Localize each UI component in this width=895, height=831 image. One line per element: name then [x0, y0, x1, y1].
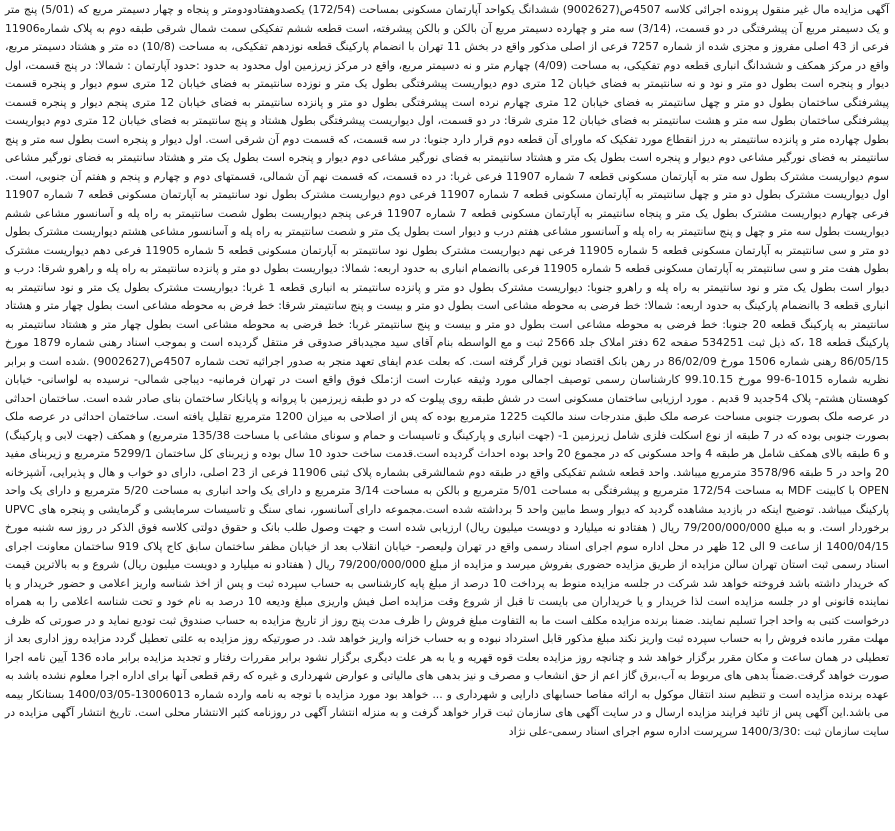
auction-notice-text: آگهی مزایده مال غیر منقول پرونده اجرائی کلاسه 4507ص(9002627) ششدانگ یکواحد آپارتمان مسکونی بمساحت (172/54) یکصدوهفتادودومتر و پنجاه و چهار دسیمتر مربع که (5/01) پنج متر و یک دسیمتر مربع آن پیشرفتگی در دو قسمت، (3/14) سه متر و چهارده دسیمتر مربع آن بالکن و بالکن پیشرفته، است قطعه ششم تفکیکی سمت شمال شرقی طبقه دوم به پلاک شماره11906 فرعی از 43 اصلی مفروز و مجزی شده از شماره 7257 فرعی از اصلی مذکور واقع در بخش 11 تهران با انضمام پارکینگ قطعه نوزدهم تفکیکی، به مساحت (10/8) ده متر و هشتاد دسیمتر مربع، واقع در مرکز همکف و ششدانگ انباری قطعه دوم تفکیکی، به مساحت (4/09) چهارم متر و نه دسیمتر مربع، واقع در مرکز زیرزمین اول محدود به حدود :حدود آپارتمان : شمالا: در پنج قسمت، اول دیوار و پنجره است بطول دو متر و نود و نه سانتیمتر به فضای خیابان 12 متری دوم دیواریست پیشرفتگی بطول یک متر و نوزده سانتیمتر به فضای خیابان 12 متری سوم دیوار و پنجره قسمت پیشرفتگی ساختمان بطول دو متر و چهل سانتیمتر به فضای خیابان 12 متری چهارم نرده است پیشرفتگی بطول دو متر و پانزده سانتیمتر به فضای خیابان 12 متری پنجم دیوار و پنجره قسمت پیشرفتگی ساختمان بطول سه متر و هشت سانتیمتر به فضای خیابان 12 متری شرقا: در دو قسمت، اول دیواریست پیشرفتگی بطول هشتاد و پنج سانتیمتر به فضای خیابان 12 متری دوم دیواریست بطول چهارده متر و پانزده سانتیمتر به درز انقطاع مورد تفکیک که ماورای آن قطعه دوم قرار دارد جنوبا: در سه قسمت، که قسمت دوم آن شرقی است. اول دیوار و پنجره است بطول سه متر و پنج سانتیمتر به فضای نورگیر مشاعی دوم دیوار و پنجره است بطول یک متر و هشتاد سانتیمتر به فضای نورگیر مشاعی دوم دیوار و پنجره است بطول یک متر و هشتاد سانتیمتر به فضای نورگیر مشاعی سوم دیواریست مشترک بطول سه متر به آپارتمان مسکونی قطعه 7 شماره 11907 فرعی غربا: در ده قسمت، که قسمت نهم آن شمالی، قسمتهای دوم و چهارم و پنجم و هفتم آن جنوبی، است. اول دیواریست مشترک بطول دو متر و چهل سانتیمتر به آپارتمان مسکونی قطعه 7 شماره 11907 فرعی دوم دیواریست مشترک بطول نود سانتیمتر به آپارتمان مسکونی قطعه 7 شماره 11907 فرعی چهارم دیواریست مشترک بطول یک متر و پنجاه سانتیمتر به آپارتمان مسکونی قطعه 7 شماره 11907 فرعی پنجم دیواریست بطول شصت سانتیمتر به راه پله و آسانسور مشاعی ششم دیواریست بطول سه متر و چهل و پنج سانتیمتر به راه پله و آسانسور مشاعی هفتم درب و دیوار است بطول یک متر و شصت سانتیمتر به راه پله و آسانسور مشاعی هشتم دیواریست مشترک بطول دو متر و سی سانتیمتر به آپارتمان مسکونی قطعه 5 شماره 11905 فرعی نهم دیواریست مشترک بطول نود سانتیمتر به آپارتمان مسکونی قطعه 5 شماره 11905 فرعی دهم دیواریست مشترک بطول هفت متر و سی سانتیمتر به آپارتمان مسکونی قطعه 5 شماره 11905 فرعی باانضمام انباری به حدود اربعه: شمالا: دیواریست بطول دو متر و پانزده سانتیمتر به راه پله و راهرو شرقا: درب و دیوار است بطول یک متر و نود سانتیمتر به راه پله و راهرو جنوبا: دیواریست مشترک بطول دو متر و پانزده سانتیمتر به انباری قطعه 1 غربا: دیواریست مشترک بطول یک متر و نود سانتیمتر به انباری قطعه 3 باانضمام پارکینگ به حدود اربعه: شمالا: خط فرضی به محوطه مشاعی است بطول دو متر و بیست و پنج سانتیمتر شرقا: خط فرض به محوطه مشاعی است بطول چهار متر و هشتاد سانتیمتر به پارکینگ قطعه 20 جنوبا: خط فرضی به محوطه مشاعی است بطول دو متر و بیست و پنج سانتیمتر غربا: خط فرضی به محوطه مشاعی است بطول چهار متر و هشتاد سانتیمتر به پارکینگ قطعه 18 ،که ذیل ثبت 534251 صفحه 62 دفتر املاک جلد 2566 ثبت و مع الواسطه بنام آقای سید مجیدباقر صدوقی فر منتقل گردیده است و بموجب اسناد رهنی شماره 1879 مورخ 86/05/15 رهنی شماره 1506 مورخ 86/02/09 در رهن بانک اقتصاد نوین قرار گرفته است. که بعلت عدم ایفای تعهد منجر به صدور اجرائیه تحت شماره 4507ص(9002627) .شده است و برابر نظریه شماره 1015-6-99 مورخ 99.10.15 کارشناسان رسمی توصیف اجمالی مورد وثیقه عبارت است از:ملک فوق واقع است در تهران فرمانیه- دیباجی شمالی- نرسیده به لواسانی- خیابان کوهستان هشتم- پلاک 54جدید 9 قدیم . مورد ارزیابی ساختمان مسکونی است در شش طبقه روی پیلوت که در دو طبقه زیرزمین با پروانه و پایانکار ساختمان بنای صادر شده است. ساختمان احداثی در عرصه ملک بصورت جنوبی مساحت عرصه ملک طبق مندرجات سند مالکیت 1225 مترمربع بوده که پس از اصلاحی به میزان 1200 مترمربع تقلیل یافته است. ساختمان احداثی در عرصه ملک بصورت جنوبی بوده که در 7 طبقه از نوع اسکلت فلزی شامل زیرزمین 1- (جهت انباری و پارکینگ و تاسیسات و حمام و سونای مشاعی با مساحت 135/38 مترمربع) و همکف (جهت لابی و پارکینگ) و 6 طبقه بالای همکف شامل هر طبقه 4 واحد مسکونی که در مجموع 20 واحد بوده احداث گردیده است.قدمت ساخت حدود 10 سال بوده و زیربنای کل ساختمان 5299/1 مترمربع و زیربنای مفید 20 واحد در 5 طبقه 3578/96 مترمربع میباشد. واحد قطعه ششم تفکیکی واقع در طبقه دوم شمالشرقی بشماره پلاک ثبتی 11906 فرعی از 23 اصلی، دارای دو خواب و هال و پذیرایی، آشپزخانه OPEN با کابینت MDF به مساحت 172/54 مترمربع و پیشرفتگی به مساحت 5/01 مترمربع و بالکن به مساحت 3/14 مترمربع و دارای یک واحد انباری به مساحت 5/20 مترمربع و دارای یک واحد پارکینگ میباشد. توضیح اینکه در بازدید مشاهده گردید که دیوار وسط مابین واحد 5 برداشته شده است.مجموعه دارای آسانسور، نمای سنگ و تاسیسات سرمایشی و گرمایشی و پنجره های UPVC برخوردار است. و به مبلغ 79/200/000/000 ریال ( هفتادو نه میلیارد و دویست میلیون ریال) ارزیابی شده است و جهت وصول طلب بانک و حقوق دولتی کلاسه فوق الذکر در روز سه شنبه مورخ 1400/04/15 از ساعت 9 الی 12 ظهر در محل اداره سوم اجرای اسناد رسمی واقع در تهران ولیعصر- خیابان انقلاب بعد از خیابان مظفر ساختمان سابق کاج پلاک 919 ساختمان معاونت اجرای اسناد رسمی ثبت استان تهران سالن مزایده از طریق مزایده حضوری بفروش میرسد و مزایده از مبلغ 79/200/000/000 ریال ( هفتادو نه میلیارد و دویست میلیون ریال) شروع و به بالاترین قیمت که خریدار داشته باشد فروخته خواهد شد شرکت در جلسه مزایده منوط به پرداخت 10 درصد از مبلغ پایه کارشناسی به حساب سپرده ثبت و پس از اخذ شناسه واریز اعلامی و حضور خریدار و یا نماینده قانونی او در جلسه مزایده است لذا خریدار و یا خریداران می بایست تا قبل از شروع وقت مزایده اصل فیش واریزی مبلغ ودیعه 10 درصد به نام خود و تحت شناسه اعلامی را به همراه درخواست کتبی به واحد اجرا تسلیم نمایند. ضمنا برنده مزایده مکلف است ما به التفاوت مبلغ فروش را ظرف مدت پنج روز از تاریخ مزایده به حساب صندوق ثبت تودیع نماید و در صورتی که ظرف مهلت مقرر مانده فروش را به حساب سپرده ثبت واریز نکند مبلغ مذکور قابل استرداد نبوده و به حساب خزانه واریز خواهد شد. در صورتیکه روز مزایده به علتی تعطیل گردد مزایده روز اداری بعد از تعطیلی در همان ساعت و مکان مقرر برگزار خواهد شد و چنانچه روز مزایده بعلت قوه قهریه و یا به هر علت دیگری برگزار نشود برابر مقررات رفتار و تجدید مزایده برابر ماده 136 آیین نامه اجرا صورت خواهد گرفت.ضمناً بدهی های مربوط به آب،برق گاز اعم از حق انشعاب و مصرف و نیز بدهی های مالیاتی و عوارض شهرداری و غیره که رقم قطعی آنها برای اداره اجرا معلوم نشده باشد به عهده برنده مزایده است و تنظیم سند انتقال موکول به ارائه مفاصا حسابهای دارایی و شهرداری و ... خواهد بود مورد مزایده با توجه به نامه وارده شماره 13006013-1400/03/05 بستانکار بیمه می باشد.این آگهی پس از تائید فرایند مزایده ارسال و در سایت آگهی های سازمان ثبت قرار خواهد گرفت و به منزله انتشار آگهی در روزنامه کثیر الانتشار محلی است. تاریخ انتشار آگهی مزایده در سایت سازمان ثبت :1400/3/30 سرپرست اداره سوم اجرای اسناد رسمی-علی نژاد [5, 3, 890, 738]
